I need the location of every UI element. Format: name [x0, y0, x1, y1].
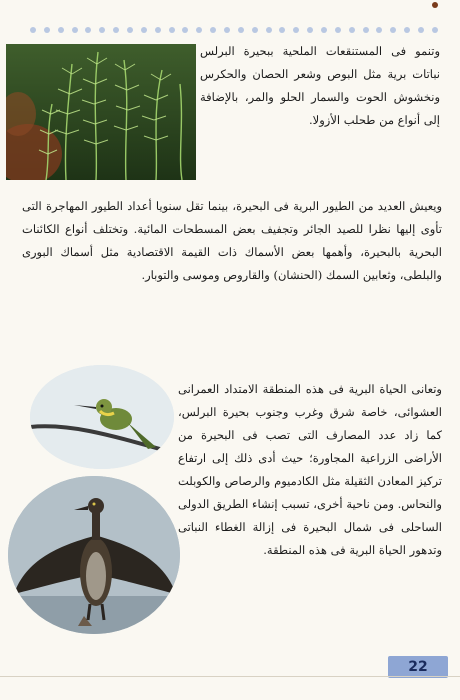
paragraph-threats-to-wildlife: وتعانى الحياة البرية فى هذه المنطقة الامتداد العمرانى العشوائى، خاصة شرق وغرب وجنوب بحيرة البرلس، كما زاد عدد المصارف التى تصب فى البحيرة من الأراضى الزراعية المجاورة؛ حيث أدى ذلك إلى ارتفاع تركيز المعادن الثقيلة مثل الكادميوم والرصاص والكوبلت والنحاس. ومن ناحية أخرى، تسبب إنشاء الطريق الدولى الساحلى فى شمال البحيرة فى إزالة الغطاء النباتى وتدهور الحياة البرية فى هذه المنطقة.	[178, 382, 442, 557]
header-dot	[224, 27, 230, 33]
header-dot	[196, 27, 202, 33]
header-dot	[113, 27, 119, 33]
header-dot	[210, 27, 216, 33]
header-dot	[390, 27, 396, 33]
bee-eater-illustration	[30, 365, 174, 469]
header-dot	[307, 27, 313, 33]
header-dot	[363, 27, 369, 33]
header-dot	[58, 27, 64, 33]
header-dot	[85, 27, 91, 33]
header-dot	[349, 27, 355, 33]
header-dot	[404, 27, 410, 33]
header-dot	[155, 27, 161, 33]
bottom-rule	[0, 676, 460, 677]
marsh-plant-illustration	[6, 44, 196, 180]
header-dot	[418, 27, 424, 33]
header-dot	[335, 27, 341, 33]
page-number: 22	[408, 659, 428, 675]
cormorant-illustration	[8, 476, 180, 634]
header-dot	[169, 27, 175, 33]
bee-eater-photo	[30, 365, 174, 469]
header-dot	[72, 27, 78, 33]
header-dot	[238, 27, 244, 33]
header-dot	[141, 27, 147, 33]
header-dot	[252, 27, 258, 33]
header-dot	[30, 27, 36, 33]
paragraph-birds-and-fish: ويعيش العديد من الطيور البرية فى البحيرة، بينما تقل سنويا أعداد الطيور المهاجرة التى تأوى إليها نظرا للصيد الجائر وتجفيف بعض المسطحات المائية. وتختلف أنواع الكائنات البحرية بالبحيرة، وأهمها بعض الأسماك ذات القيمة الاقتصادية مثل أسماك البورى والبلطى، وثعابين السمك (الحنشان) والقاروص وموسى والتوبار.	[22, 199, 442, 282]
header-dot	[266, 27, 272, 33]
header-dot	[321, 27, 327, 33]
marsh-plant-photo	[6, 44, 196, 180]
header-dot	[376, 27, 382, 33]
dotted-header-rule	[30, 26, 438, 34]
header-dot	[127, 27, 133, 33]
header-dot	[293, 27, 299, 33]
cormorant-photo	[8, 476, 180, 634]
paragraph-wild-plants: وتنمو فى المستنقعات الملحية ببحيرة البرلس نباتات برية مثل البوص وشعر الحصان والحكرس ونخشوش الحوت والسمار الحلو والمر، بالإضافة إلى أنواع من طحلب الأزولا.	[200, 44, 440, 127]
header-dot	[182, 27, 188, 33]
header-dot	[279, 27, 285, 33]
header-dot	[99, 27, 105, 33]
header-dot	[44, 27, 50, 33]
corner-mark	[432, 2, 438, 8]
header-dot	[432, 27, 438, 33]
